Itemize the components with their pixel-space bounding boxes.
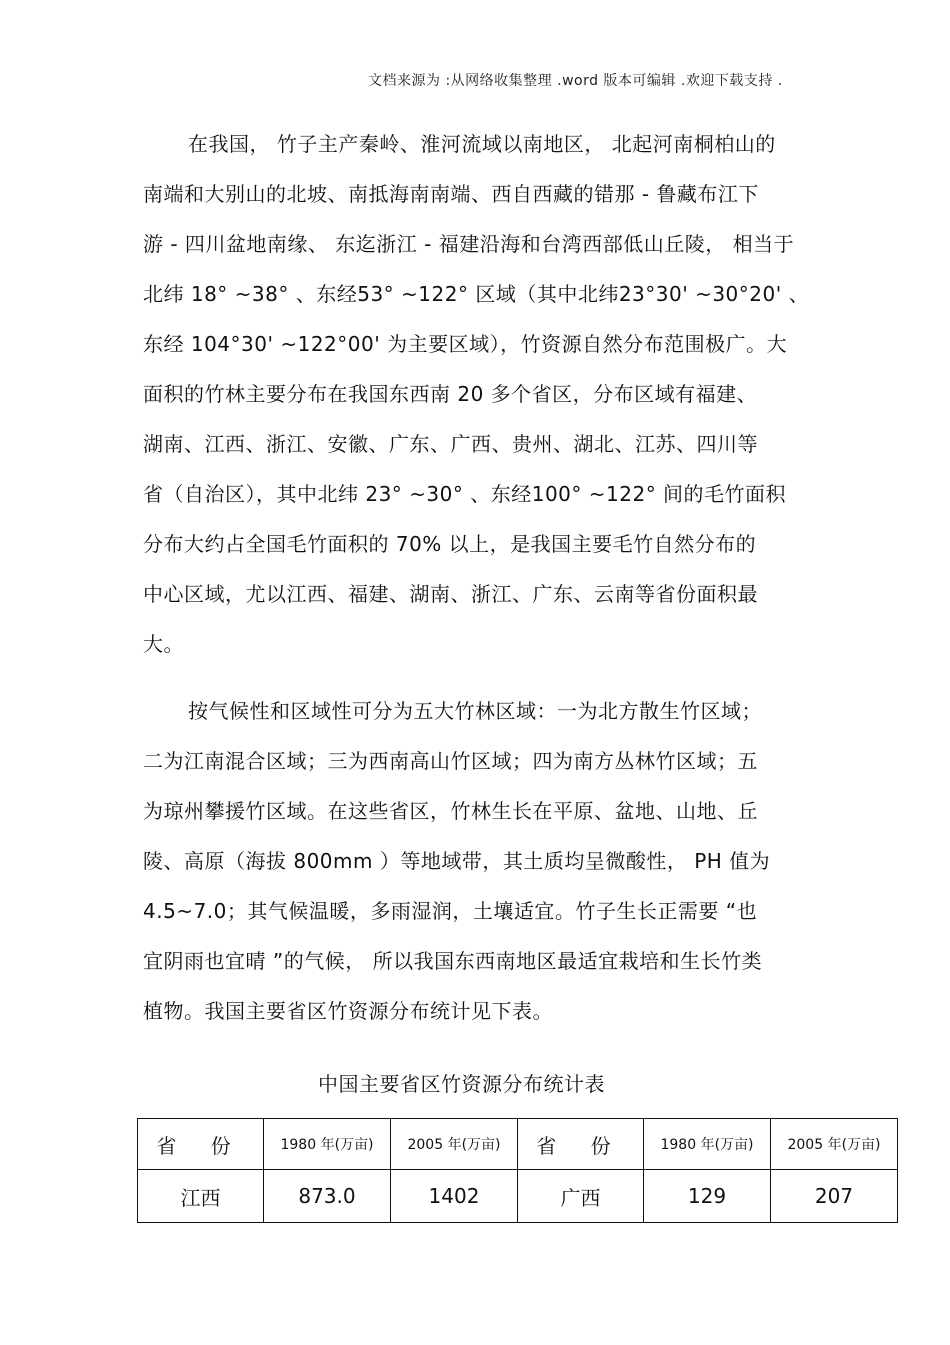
table-header-row	[138, 1119, 898, 1170]
bamboo-stats-table	[137, 1118, 898, 1223]
table-row	[138, 1170, 898, 1223]
paragraph-line: 宜阴雨也宜晴 ”的气候， 所以我国东西南地区最适宜栽培和生长竹类	[143, 949, 763, 973]
table-title: 中国主要省区竹资源分布统计表	[318, 1072, 605, 1096]
paragraph-line: 省（自治区），其中北纬 23° ~30° 、东经100° ~122° 间的毛竹面积	[143, 482, 787, 506]
paragraph-line: 中心区域，尤以江西、福建、湖南、浙江、广东、云南等省份面积最	[143, 582, 758, 606]
paragraph-line: 分布大约占全国毛竹面积的 70% 以上，是我国主要毛竹自然分布的	[143, 532, 757, 556]
header-1980: 1980 年(万亩)	[264, 1119, 391, 1170]
header-note: 文档来源为 :从网络收集整理 .word 版本可编辑 .欢迎下载支持 .	[368, 73, 783, 89]
header-2005: 2005 年(万亩)	[771, 1119, 898, 1170]
cell-province: 广西	[518, 1170, 644, 1223]
cell-2005: 207	[771, 1170, 898, 1223]
header-province: 省 份	[138, 1119, 264, 1170]
header-province: 省 份	[518, 1119, 644, 1170]
paragraph-line: 大。	[143, 632, 184, 656]
paragraph-line: 北纬 18° ~38° 、东经53° ~122° 区域（其中北纬23°30' ~30°20' 、	[143, 282, 810, 306]
paragraph-line: 4.5~7.0；其气候温暖，多雨湿润，土壤适宜。竹子生长正需要 “也	[143, 899, 758, 923]
paragraph-line: 在我国， 竹子主产秦岭、淮河流域以南地区， 北起河南桐柏山的	[188, 132, 776, 156]
paragraph-line: 游 - 四川盆地南缘、 东迄浙江 - 福建沿海和台湾西部低山丘陵， 相当于	[143, 232, 795, 256]
header-2005: 2005 年(万亩)	[391, 1119, 518, 1170]
paragraph-line: 东经 104°30' ~122°00' 为主要区域），竹资源自然分布范围极广。大	[143, 332, 788, 356]
cell-1980: 873.0	[264, 1170, 391, 1223]
paragraph-line: 陵、高原（海拔 800mm ）等地域带，其土质均呈微酸性， PH 值为	[143, 849, 771, 873]
paragraph-line: 湖南、江西、浙江、安徽、广东、广西、贵州、湖北、江苏、四川等	[143, 432, 758, 456]
paragraph-line: 植物。我国主要省区竹资源分布统计见下表。	[143, 999, 553, 1023]
paragraph-line: 按气候性和区域性可分为五大竹林区域：一为北方散生竹区域；	[188, 699, 762, 723]
paragraph-line: 南端和大别山的北坡、南抵海南南端、西自西藏的错那 - 鲁藏布江下	[143, 182, 759, 206]
header-1980: 1980 年(万亩)	[644, 1119, 771, 1170]
paragraph-line: 二为江南混合区域；三为西南高山竹区域；四为南方丛林竹区域；五	[143, 749, 758, 773]
paragraph-line: 为琼州攀援竹区域。在这些省区，竹林生长在平原、盆地、山地、丘	[143, 799, 758, 823]
cell-2005: 1402	[391, 1170, 518, 1223]
cell-1980: 129	[644, 1170, 771, 1223]
paragraph-line: 面积的竹林主要分布在我国东西南 20 多个省区，分布区域有福建、	[143, 382, 758, 406]
cell-province: 江西	[138, 1170, 264, 1223]
